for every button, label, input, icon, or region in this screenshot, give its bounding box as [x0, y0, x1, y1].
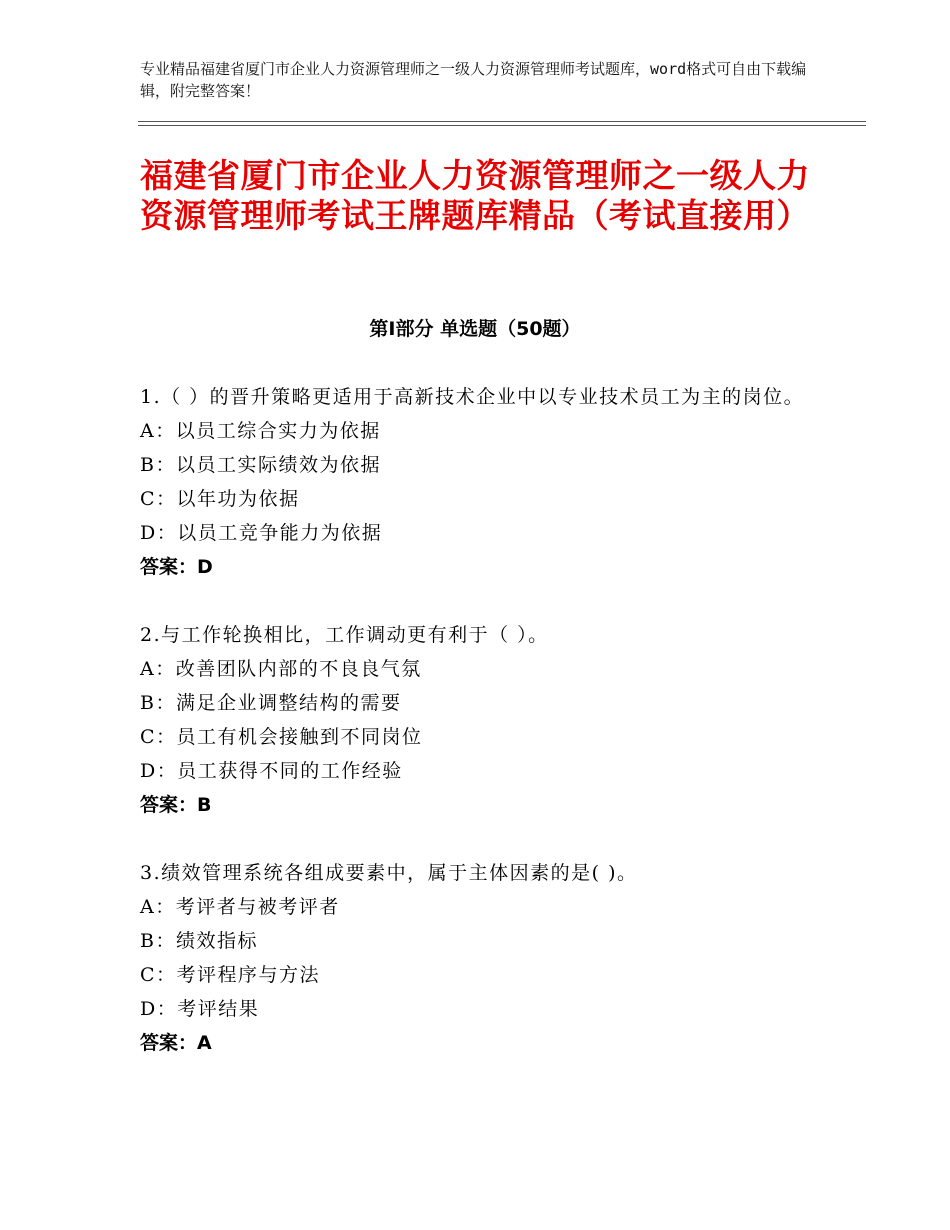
- question-1: [140, 380, 820, 584]
- answer: 答案：B: [140, 794, 212, 816]
- answer: 答案：D: [140, 556, 213, 578]
- document-title: 福建省厦门市企业人力资源管理师之一级人力资源管理师考试王牌题库精品（考试直接用）: [140, 156, 810, 235]
- question-2: [140, 618, 820, 822]
- option-a: A：考评者与被考评者: [140, 896, 340, 918]
- question-3: [140, 856, 820, 1060]
- option-a: A：改善团队内部的不良良气氛: [140, 658, 422, 680]
- option-d: D：考评结果: [140, 998, 260, 1020]
- option-b: B：满足企业调整结构的需要: [140, 692, 402, 714]
- option-c: C：以年功为依据: [140, 488, 300, 510]
- header-note: 专业精品福建省厦门市企业人力资源管理师之一级人力资源管理师考试题库，word格式可自由下载编辑，附完整答案！: [140, 60, 807, 100]
- answer: 答案：A: [140, 1032, 212, 1054]
- option-d: D：以员工竞争能力为依据: [140, 522, 383, 544]
- question-text: 1.（ ）的晋升策略更适用于高新技术企业中以专业技术员工为主的岗位。: [140, 386, 805, 408]
- question-text: 2.与工作轮换相比，工作调动更有利于（ ）。: [140, 624, 549, 646]
- section-heading: 第Ⅰ部分 单选题（50题）: [369, 318, 581, 340]
- option-b: B：以员工实际绩效为依据: [140, 454, 381, 476]
- option-b: B：绩效指标: [140, 930, 258, 952]
- option-a: A：以员工综合实力为依据: [140, 420, 381, 442]
- question-list: [140, 380, 820, 1094]
- option-d: D：员工获得不同的工作经验: [140, 760, 403, 782]
- option-c: C：员工有机会接触到不同岗位: [140, 726, 423, 748]
- option-c: C：考评程序与方法: [140, 964, 321, 986]
- header-divider: [138, 121, 866, 126]
- question-text: 3.绩效管理系统各组成要素中，属于主体因素的是( )。: [140, 862, 638, 884]
